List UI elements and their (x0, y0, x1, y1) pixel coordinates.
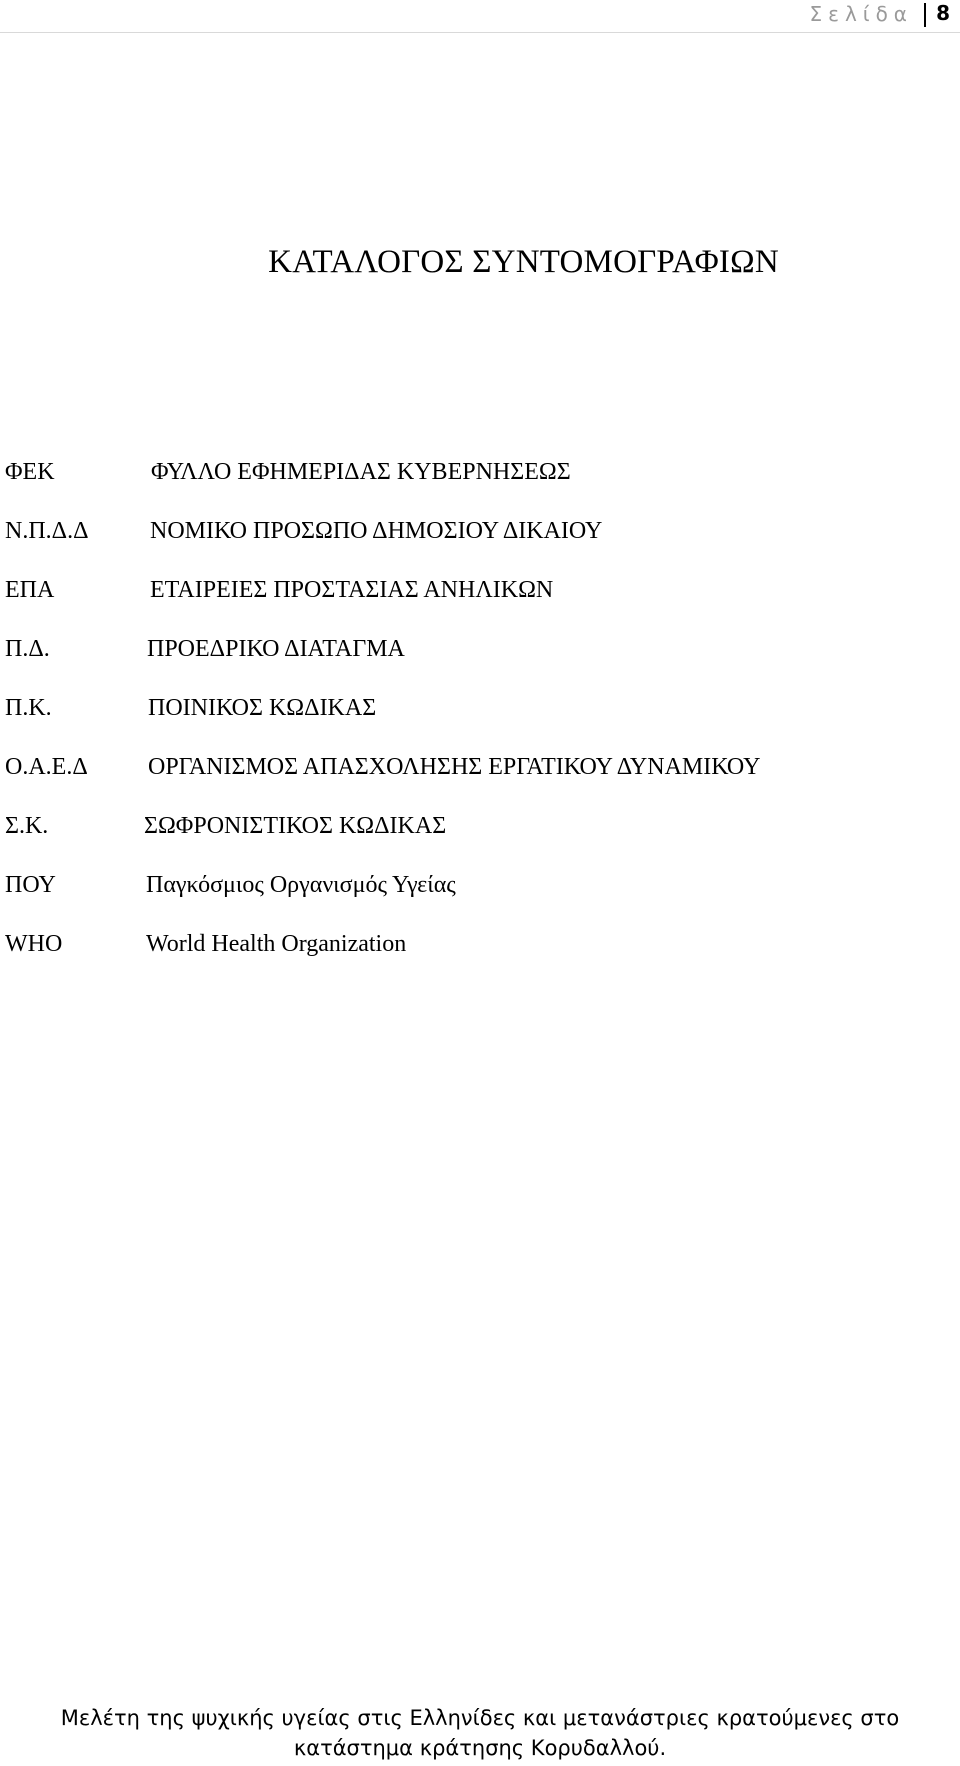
abbreviation-row (0, 577, 960, 617)
abbreviation-meaning: ΠΡΟΕΔΡΙΚΟ ΔΙΑΤΑΓΜΑ (147, 636, 405, 662)
abbreviation: WHO (5, 931, 63, 957)
header-separator (924, 3, 926, 27)
abbreviation: Ο.Α.Ε.Δ (5, 754, 88, 780)
abbreviation-meaning: ΠΟΙΝΙΚΟΣ ΚΩΔΙΚΑΣ (148, 695, 377, 721)
abbreviation-meaning: ΝΟΜΙΚΟ ΠΡΟΣΩΠΟ ΔΗΜΟΣΙΟΥ ΔΙΚΑΙΟΥ (150, 518, 603, 544)
abbreviation-row (0, 872, 960, 912)
abbreviation-row (0, 459, 960, 499)
abbreviation: Σ.Κ. (5, 813, 49, 839)
abbreviation-meaning: ΟΡΓΑΝΙΣΜΟΣ ΑΠΑΣΧΟΛΗΣΗΣ ΕΡΓΑΤΙΚΟΥ ΔΥΝΑΜΙΚΟΥ (148, 754, 761, 780)
abbreviation-meaning: ΣΩΦΡΟΝΙΣΤΙΚΟΣ ΚΩΔΙΚΑΣ (144, 813, 447, 839)
abbreviation: ΠΟΥ (5, 872, 56, 898)
abbreviation-meaning: ΦΥΛΛΟ ΕΦΗΜΕΡΙΔΑΣ ΚΥΒΕΡΝΗΣΕΩΣ (151, 459, 571, 485)
abbreviation-row (0, 813, 960, 853)
abbreviation: Π.Δ. (5, 636, 50, 662)
abbreviation-row (0, 518, 960, 558)
abbreviation-row (0, 754, 960, 794)
footer-line: κατάστημα κράτησης Κορυδαλλού. (293, 1736, 667, 1760)
abbreviation: ΕΠΑ (5, 577, 55, 603)
abbreviation-row (0, 695, 960, 735)
footer-line: Μελέτη της ψυχικής υγείας στις Ελληνίδες και μετανάστριες κρατούμενες στο (60, 1706, 900, 1730)
page-number: 8 (936, 1, 950, 25)
abbreviation: Π.Κ. (5, 695, 52, 721)
page-header (0, 0, 960, 33)
abbreviation-row (0, 636, 960, 676)
document-title: ΚΑΤΑΛΟΓΟΣ ΣΥΝΤΟΜΟΓΡΑΦΙΩΝ (268, 244, 779, 280)
abbreviation-row (0, 931, 960, 971)
page-footer (0, 1703, 960, 1763)
abbreviation-meaning: ΕΤΑΙΡΕΙΕΣ ΠΡΟΣΤΑΣΙΑΣ ΑΝΗΛΙΚΩΝ (150, 577, 554, 603)
page-label: Σελίδα (809, 2, 913, 26)
abbreviation-meaning: World Health Organization (146, 931, 407, 957)
abbreviation-meaning: Παγκόσμιος Οργανισμός Υγείας (146, 872, 456, 898)
abbreviation: Ν.Π.Δ.Δ (5, 518, 89, 544)
abbreviation: ΦΕΚ (5, 459, 55, 485)
